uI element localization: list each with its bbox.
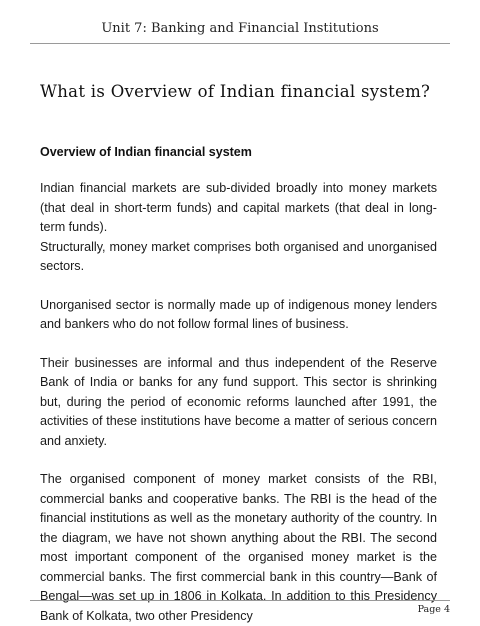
running-header: Unit 7: Banking and Financial Institutions [30,20,450,44]
paragraph-2: Structurally, money market comprises both organised and unorganised sectors. [40,239,437,273]
footer-rule [30,600,450,601]
page-number: Page 4 [417,604,450,615]
page-title: What is Overview of Indian financial system? [40,82,431,101]
section-heading: Overview of Indian financial system [40,145,252,159]
paragraph-5: The organised component of money market consists of the RBI, commercial banks and cooperative banks. The RBI is the head of the financial institutions as well as the monetary authority of the country. In the diagram, we have not shown anything about the RBI. The second most important component of the organised money market is the commercial banks. The first commercial bank in this country—Bank of Bengal—was set up in 1806 in Kolkata. In addition to this Presidency Bank of Kolkata, two other Presidency [40,472,437,623]
body-text [40,179,437,626]
paragraph-4: Their businesses are informal and thus independent of the Reserve Bank of India or banks for any fund support. This sector is shrinking but, during the period of economic reforms launched after 1991, the activities of these institutions have become a matter of serious concern and anxiety. [40,355,437,448]
paragraph-1: Indian financial markets are sub-divided broadly into money markets (that deal in short-term funds) and capital markets (that deal in long-term funds). [40,181,437,234]
paragraph-3: Unorganised sector is normally made up of indigenous money lenders and bankers who do not follow formal lines of business. [40,297,437,331]
